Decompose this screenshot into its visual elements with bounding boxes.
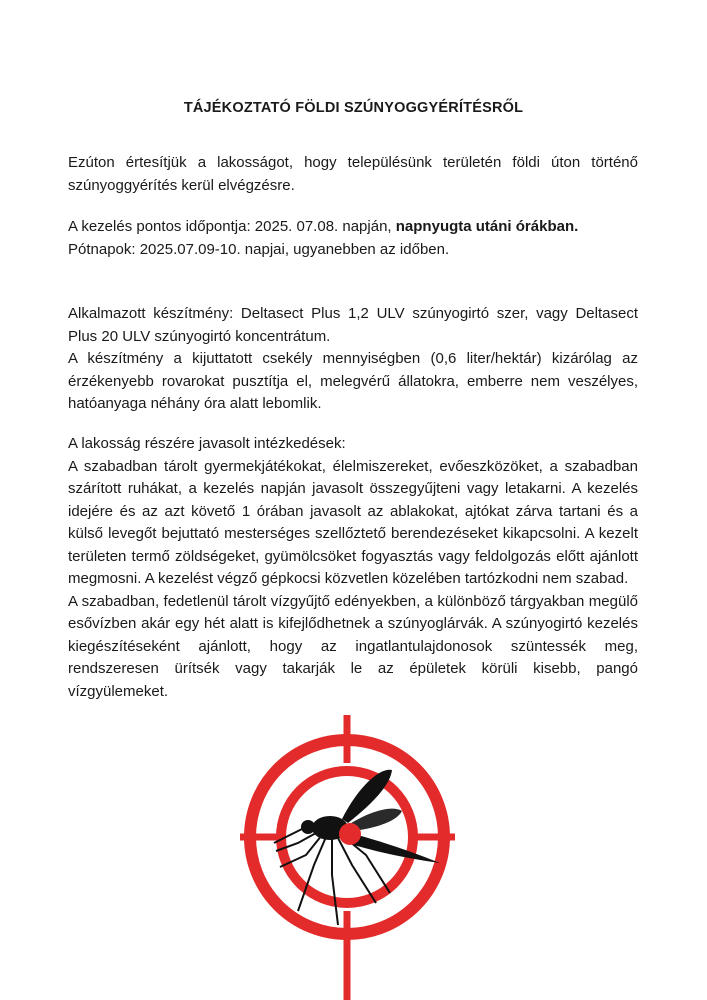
backup-days: Pótnapok: 2025.07.09-10. napjai, ugyanebben az időben. — [68, 240, 450, 258]
measures-heading: A lakosság részére javasolt intézkedések: — [68, 435, 346, 452]
mosquito-target-icon — [240, 715, 455, 1000]
measures-section — [68, 433, 638, 703]
treatment-time — [68, 216, 638, 239]
intro-section — [68, 152, 638, 197]
page-title: TÁJÉKOZTATÓ FÖLDI SZÚNYOGGYÉRÍTÉSRŐL — [183, 100, 524, 116]
intro-text: Ezúton értesítjük a lakosságot, hogy településünk területén földi úton történő szúnyoggyérítés kerül elvégzésre. — [68, 154, 638, 194]
product-section — [68, 303, 638, 416]
product-name: Alkalmazott készítmény: Deltasect Plus 1,2 ULV szúnyogirtó szer, vagy Deltasect Plus 20 ULV szúnyogirtó koncentrátum. — [68, 305, 638, 345]
measures-paragraph-1: A szabadban tárolt gyermekjátékokat, élelmiszereket, evőeszközöket, a szabadban szárított ruhákat, a kezelés napján javasolt összegyűjteni vagy letakarni. A kezelés idejére és az azt követő 1 órában javasolt az ablakokat, ajtókat zárva tartani és a külső levegőt bejuttató mesterséges szellőztető berendezéseket kikapcsolni. A kezelt területen termő zöldségeket, gyümölcsöket fogyasztás vagy feldolgozás előtt ajánlott megmosni. A kezelést végző gépkocsi közvetlen közelében tartózkodni nem szabad. — [68, 457, 638, 587]
measures-paragraph-2: A szabadban, fedetlenül tárolt vízgyűjtő edényekben, a különböző tárgyakban megülő esővízben akár egy hét alatt is kifejlődhetnek a szúnyoglárvák. A szúnyogirtó kezelés kiegészítéseként ajánlott, hogy az ingatlantulajdonosok szüntessék meg, rendszeresen ürítsék vagy takarják le az épületek körüli kisebb, pangó vízgyülemeket. — [68, 592, 638, 700]
treatment-time-text: A kezelés pontos időpontja: 2025. 07.08. napján, — [68, 218, 396, 235]
product-description: A készítmény a kijuttatott csekély mennyiségben (0,6 liter/hektár) kizárólag az érzékenyebb rovarokat pusztítja el, melegvérű állatokra, emberre nem veszélyes, hatóanyaga néhány óra alatt lebomlik. — [68, 350, 638, 412]
schedule-section — [68, 216, 638, 261]
target-center-icon — [339, 823, 361, 845]
treatment-time-emphasis: napnyugta utáni órákban. — [395, 218, 579, 235]
